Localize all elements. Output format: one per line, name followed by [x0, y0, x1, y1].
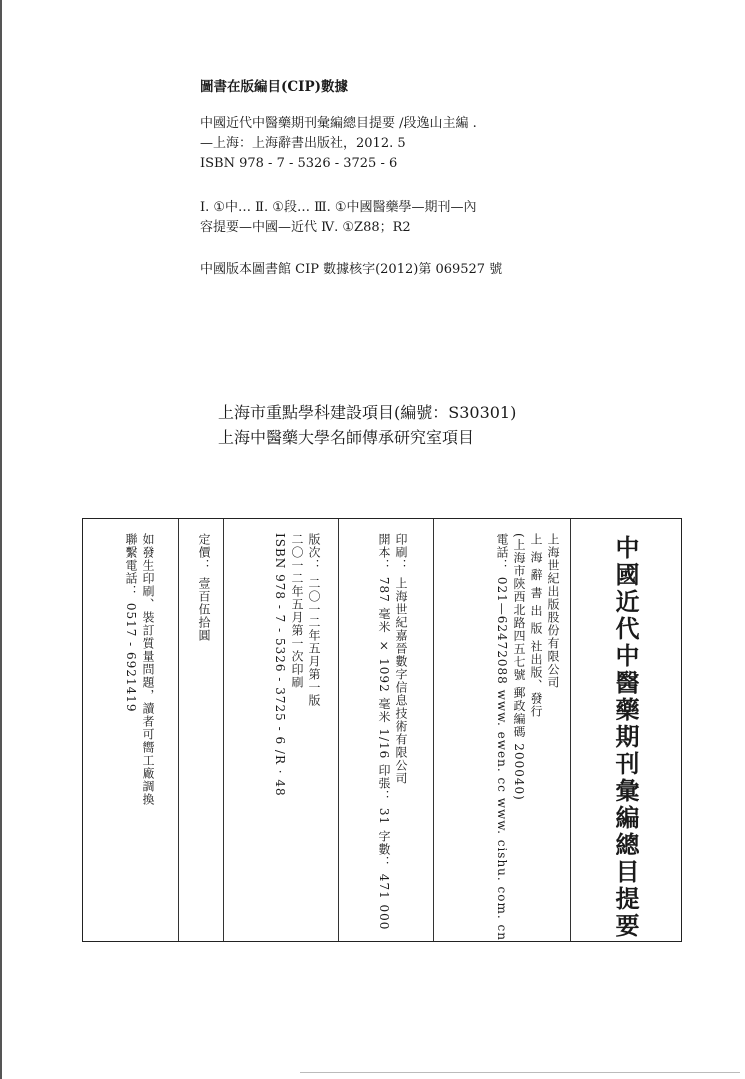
cip-subject-line-2: 容提要—中國—近代 Ⅳ. ①Z88；R2: [200, 220, 411, 235]
edition-line: ISBN 978 - 7 - 5326 - 3725 - 6 /R · 48: [273, 533, 287, 797]
cip-title-line: 中國近代中醫藥期刊彙編總目提要 /段逸山主編 .: [200, 116, 477, 131]
project-line-2: 上海中醫藥大學名師傳承研究室項目: [218, 428, 475, 447]
notice-line: 聯繫電話： 0517 - 6921419: [124, 533, 138, 713]
publisher-column: [493, 533, 561, 941]
column-divider: [178, 519, 179, 941]
colophon-box: [82, 518, 682, 942]
price-line: 定價： 壹百伍拾圓: [197, 533, 211, 642]
column-divider: [338, 519, 339, 941]
publisher-line: 上 海 辭 書 出 版 社出版、發行: [529, 533, 543, 718]
page-edge: [0, 0, 2, 1079]
notice-line: 如發生印刷、裝訂質量問題，讀者可嚮工廠調換: [141, 533, 155, 806]
cip-isbn-line: ISBN 978 - 7 - 5326 - 3725 - 6: [200, 156, 398, 171]
cip-approval-line: 中國版本圖書館 CIP 數據核字(2012)第 069527 號: [200, 262, 503, 277]
column-divider: [223, 519, 224, 941]
print-line: 印刷： 上海世紀嘉晉數字信息技術有限公司: [394, 533, 408, 785]
project-line-1: 上海市重點學科建設項目(編號：S30301): [218, 403, 517, 422]
publisher-line: (上海市陝西北路四五七號 郵政編碼 200040): [512, 533, 526, 801]
publisher-line: 上海世紀出版股份有限公司: [546, 533, 560, 689]
page-bottom-edge: [300, 1072, 740, 1073]
edition-line: 版次： 二〇一二年五月第一版: [307, 533, 321, 707]
edition-column: [271, 533, 322, 797]
notice-column: [122, 533, 156, 806]
print-column: [375, 533, 409, 930]
price-column: [195, 533, 212, 642]
edition-line: 二〇一二年五月第一次印刷: [290, 533, 304, 689]
book-title: 中國近代中醫藥期刊彙編總目提要: [611, 535, 640, 940]
projects-block: [218, 400, 516, 450]
print-line: 開本： 787 毫米 × 1092 毫米 1/16 印張： 31 字數： 471 000: [377, 533, 391, 931]
column-divider: [570, 519, 571, 941]
column-divider: [433, 519, 434, 941]
cip-subject-line-1: Ⅰ. ①中… Ⅱ. ①段… Ⅲ. ①中國醫藥學—期刊—內: [200, 200, 477, 215]
cip-publisher-line: —上海：上海辭書出版社，2012. 5: [200, 136, 406, 151]
publisher-line: 電話： 021—62472088 www. ewen. cc www. cishu. com. cn: [495, 533, 509, 941]
cip-heading: 圖書在版編目(CIP)數據: [200, 79, 348, 95]
